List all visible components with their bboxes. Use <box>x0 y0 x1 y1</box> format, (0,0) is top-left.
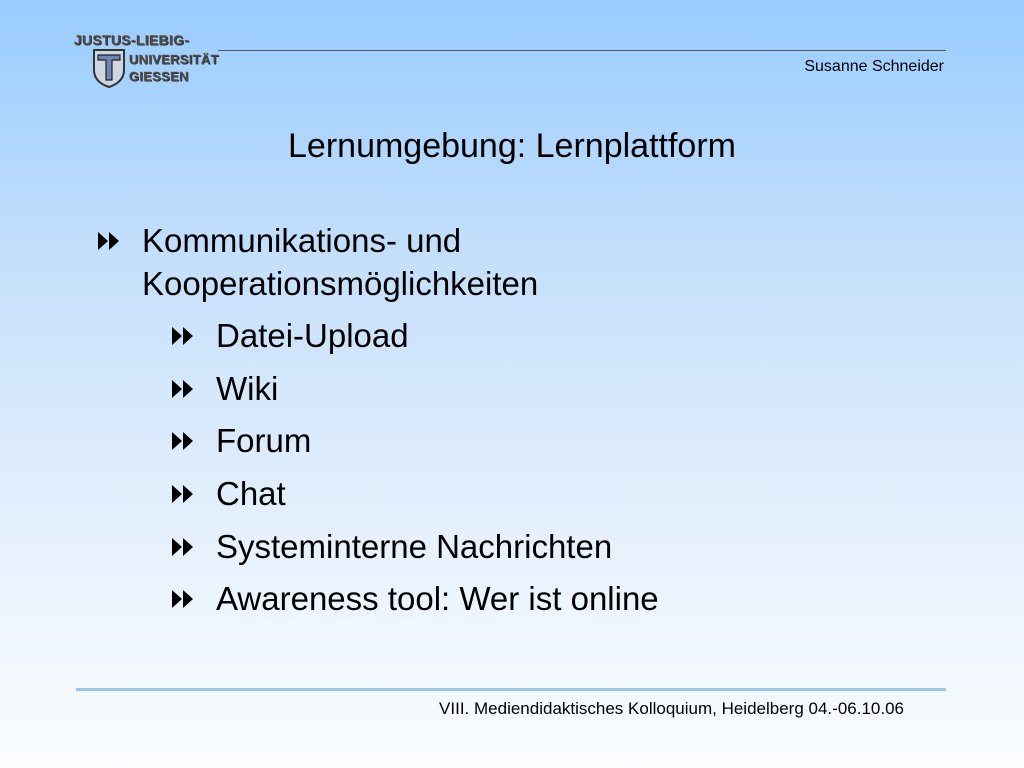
sub-bullet-text: Forum <box>216 422 312 459</box>
university-shield-icon <box>92 48 126 88</box>
author-name: Susanne Schneider <box>804 58 944 75</box>
double-arrow-right-icon <box>170 473 198 515</box>
double-arrow-right-icon <box>170 578 198 620</box>
logo-text-line1: JUSTUS-LIEBIG- <box>74 32 190 48</box>
main-bullet-line1: Kommunikations- und <box>142 222 462 259</box>
double-arrow-right-icon <box>170 420 198 462</box>
slide-title: Lernumgebung: Lernplattform <box>288 127 736 165</box>
double-arrow-right-icon <box>170 368 198 410</box>
sub-bullet-text: Datei-Upload <box>216 317 409 354</box>
logo-text-line2: UNIVERSITÄT <box>129 52 219 67</box>
logo-text-line3: GIESSEN <box>129 69 189 84</box>
sub-bullet-text: Awareness tool: Wer ist online <box>216 580 659 617</box>
double-arrow-right-icon <box>170 315 198 357</box>
double-arrow-right-icon <box>170 526 198 568</box>
sub-bullet-text: Wiki <box>216 370 279 407</box>
footer-divider <box>76 688 946 691</box>
footer-text: VIII. Mediendidaktisches Kolloquium, Heidelberg 04.-06.10.06 <box>439 699 904 718</box>
header-divider <box>218 50 946 51</box>
double-arrow-right-icon <box>96 220 124 262</box>
university-logo <box>74 30 254 96</box>
sub-bullet-text: Systeminterne Nachrichten <box>216 528 613 565</box>
sub-bullet-text: Chat <box>216 475 286 512</box>
main-bullet-line2: Kooperationsmöglichkeiten <box>142 265 539 302</box>
